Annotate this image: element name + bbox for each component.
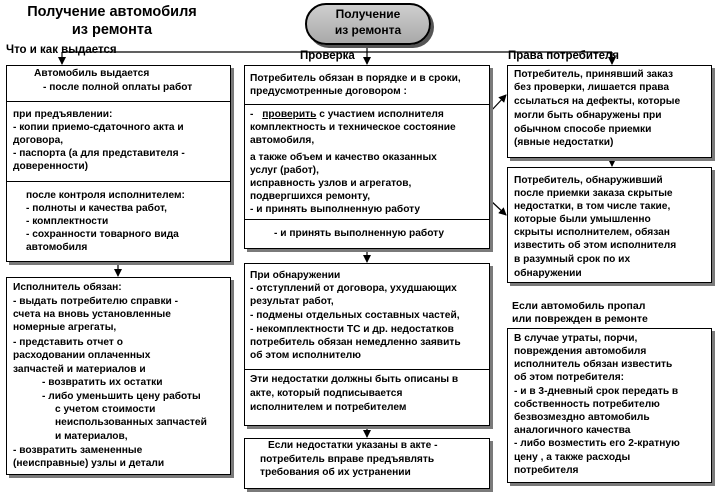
middle-check-line: автомобиля,: [250, 135, 315, 146]
left-issue-line: договора,: [13, 135, 64, 146]
left-obligation-line: Исполнитель обязан:: [13, 282, 122, 293]
middle-check-line: услуг (работ),: [250, 165, 319, 176]
right-loss-note-line1: Если автомобиль пропал: [512, 300, 646, 312]
right-loss-line: потребителя: [514, 465, 579, 476]
left-obligation-line: - представить отчет о: [13, 337, 123, 348]
left-obligation-line: расходовании оплаченных: [13, 350, 151, 361]
right-loss-line: аналогичного качества: [514, 425, 631, 436]
left-obligation-line: - возвратить замененные: [13, 445, 143, 456]
column-header-right: Права потребителя: [508, 50, 619, 62]
middle-discovery-line: - некомплектности ТС и др. недостатков: [250, 324, 454, 335]
right-loss-line: - либо возместить его 2-кратную: [514, 438, 680, 449]
right-loss-note-line2: или поврежден в ремонте: [512, 313, 648, 325]
left-issue-line: автомобиля: [26, 242, 88, 253]
left-issue-line: после контроля исполнителем:: [26, 190, 185, 201]
middle-claims-line: потребитель вправе предъявлять: [260, 454, 435, 465]
divider: [6, 101, 231, 102]
left-issue-line: - комплектности: [26, 216, 109, 227]
right-loss-line: собственность потребителю: [514, 399, 660, 410]
center-oval-line2: из ремонта: [334, 23, 402, 37]
center-oval-label: [305, 6, 431, 38]
middle-check-line: исправность узлов и агрегатов,: [250, 178, 412, 189]
middle-discovery-line: акте, который подписывается: [250, 388, 403, 399]
right-hidden-line: Потребитель, обнаруживший: [514, 175, 663, 186]
right-loss-line: - и в 3-дневный срок передать в: [514, 386, 679, 397]
left-issue-line: - после полной оплаты работ: [43, 82, 193, 93]
middle-discovery-line: об этом исполнителю: [250, 350, 361, 361]
middle-check-line: предусмотренные договором :: [250, 86, 407, 97]
page-title-line1: Получение автомобиля: [27, 4, 197, 20]
left-obligation-line: - либо уменьшить цену работы: [42, 391, 201, 402]
right-loss-line: безвозмездно автомобиль: [514, 412, 650, 423]
right-loss-line: цену , а также расходы: [514, 452, 631, 463]
left-obligation-line: с учетом стоимости: [55, 404, 156, 415]
middle-discovery-line: При обнаружении: [250, 270, 341, 281]
right-unchecked-line: обычном способе приемки: [514, 124, 652, 135]
left-obligation-line: счета на вновь установленные: [13, 309, 171, 320]
right-unchecked-line: ссылаться на дефекты, которые: [514, 96, 681, 107]
check-link[interactable]: проверить: [262, 109, 317, 120]
middle-discovery-line: - подмены отдельных составных частей,: [250, 310, 460, 321]
divider: [244, 104, 490, 105]
left-issue-line: Автомобиль выдается: [34, 68, 150, 79]
left-issue-line: при предъявлении:: [13, 109, 113, 120]
middle-check-line: Потребитель обязан в порядке и в сроки,: [250, 73, 461, 84]
bullet: -: [250, 109, 254, 120]
middle-check-line: - и принять выполненную работу: [250, 204, 421, 215]
left-issue-line: - полноты и качества работ,: [26, 203, 167, 214]
page-title-line2: из ремонта: [71, 22, 153, 38]
middle-discovery-line: Эти недостатки должны быть описаны в: [250, 374, 459, 385]
right-hidden-line: скрыты исполнителем, обязан: [514, 227, 670, 238]
left-obligation-line: и материалов,: [55, 431, 128, 442]
middle-check-line: [250, 109, 444, 122]
middle-discovery-line: потребитель обязан немедленно заявить: [250, 337, 461, 348]
right-unchecked-line: без проверки, лишается права: [514, 82, 670, 93]
right-hidden-line: обнаружении: [514, 268, 582, 279]
left-issue-line: - копии приемо-сдаточного акта и: [13, 122, 184, 133]
left-obligation-line: неиспользованных запчастей: [55, 417, 207, 428]
middle-claims-line: Если недостатки указаны в акте -: [268, 440, 438, 451]
middle-claims-line: требования об их устранении: [260, 467, 411, 478]
middle-check-line: комплектность и техническое состояние: [250, 122, 456, 133]
right-hidden-line: после приемки заказа скрытые: [514, 188, 673, 199]
left-issue-line: доверенности): [13, 161, 89, 172]
left-obligation-line: (неисправные) узлы и детали: [13, 458, 165, 469]
right-hidden-line: в разумный срок по их: [514, 254, 631, 265]
middle-check-line: - и принять выполненную работу: [274, 228, 445, 239]
right-hidden-line: которые были умышленно: [514, 214, 651, 225]
column-header-middle: Проверка: [300, 50, 355, 62]
right-unchecked-line: Потребитель, принявший заказ: [514, 69, 674, 80]
middle-check-line: подвергшихся ремонту,: [250, 191, 371, 202]
middle-check-line: а также объем и качество оказанных: [250, 152, 437, 163]
left-obligation-line: - выдать потребителю справки -: [13, 296, 179, 307]
right-loss-line: исполнитель обязан известить: [514, 359, 673, 370]
divider: [244, 369, 490, 370]
middle-discovery-line: исполнителем и потребителем: [250, 402, 407, 413]
divider: [6, 181, 231, 182]
left-issue-line: - паспорта (а для представителя -: [13, 148, 185, 159]
divider: [244, 219, 490, 220]
page-title: [2, 3, 222, 39]
left-obligation-line: номерные агрегаты,: [13, 322, 117, 333]
right-hidden-line: недостатки, в том числе такие,: [514, 201, 671, 212]
right-loss-line: В случае утраты, порчи,: [514, 333, 638, 344]
right-loss-line: об этом потребителя:: [514, 372, 625, 383]
check-link-rest: с участием исполнителя: [316, 109, 444, 120]
right-unchecked-line: могли быть обнаружены при: [514, 110, 662, 121]
left-obligation-line: запчастей и материалов и: [13, 364, 146, 375]
middle-discovery-line: - отступлений от договора, ухудшающих: [250, 283, 457, 294]
middle-discovery-line: результат работ,: [250, 296, 334, 307]
check-to-right-arrow-1: [490, 95, 506, 112]
left-obligation-line: - возвратить их остатки: [42, 377, 163, 388]
check-to-right-arrow-2: [490, 200, 506, 215]
column-header-left: Что и как выдается: [6, 44, 117, 56]
right-loss-line: повреждения автомобиля: [514, 346, 647, 357]
right-hidden-line: известить об этом исполнителя: [514, 240, 677, 251]
left-issue-line: - сохранности товарного вида: [26, 229, 179, 240]
center-oval-line1: Получение: [335, 7, 401, 21]
right-unchecked-line: (явные недостатки): [514, 137, 614, 148]
